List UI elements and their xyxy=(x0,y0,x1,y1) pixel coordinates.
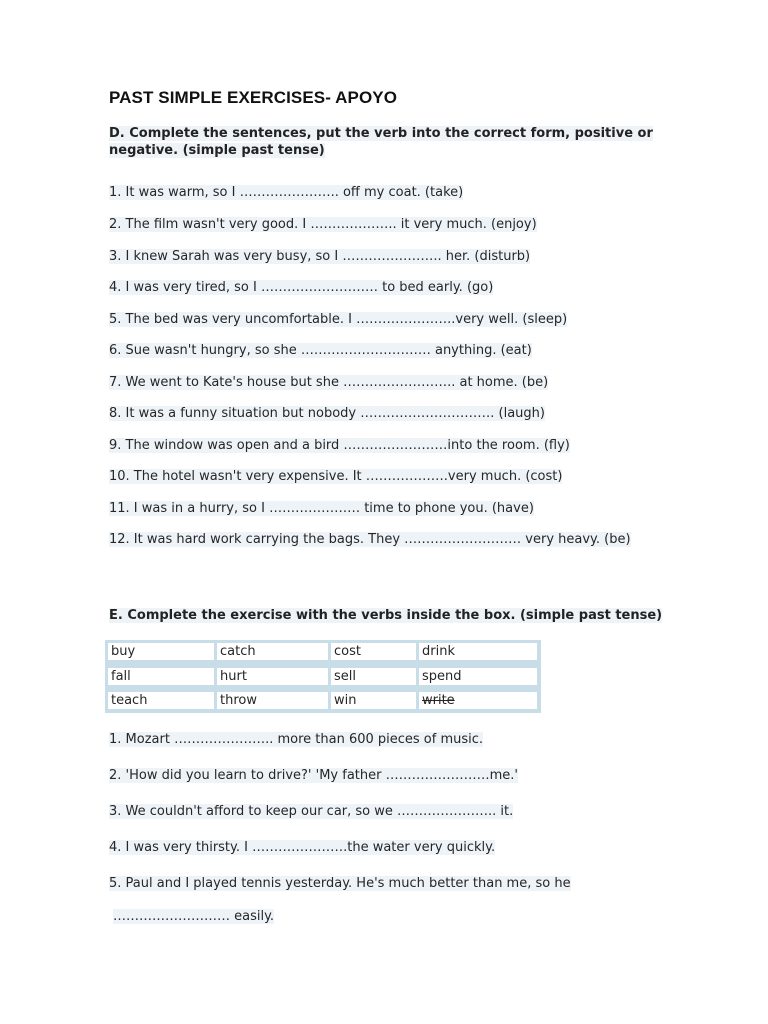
exercise-d-item-9: 9. The window was open and a bird ……………………into the room. (fly) xyxy=(109,438,570,453)
exercise-e-item-1: 1. Mozart ………………….. more than 600 pieces of music. xyxy=(109,732,484,747)
exercise-d-item-7: 7. We went to Kate's house but she …………………….. at home. (be) xyxy=(109,375,549,390)
section-e-heading: E. Complete the exercise with the verbs inside the box. (simple past tense) xyxy=(109,608,663,623)
exercise-e-item-4: 4. I was very thirsty. I ………………….the water very quickly. xyxy=(109,840,496,855)
section-d-heading xyxy=(109,125,669,159)
exercise-d-item-10: 10. The hotel wasn't very expensive. It ……………….very much. (cost) xyxy=(109,469,563,484)
exercise-d-item-3: 3. I knew Sarah was very busy, so I ………………….. her. (disturb) xyxy=(109,249,531,264)
verb-cell: catch xyxy=(217,643,328,660)
exercise-e-item-3: 3. We couldn't afford to keep our car, so we ………………….. it. xyxy=(109,804,514,819)
exercise-e-item-5: 5. Paul and I played tennis yesterday. He's much better than me, so he xyxy=(109,876,571,891)
verb-cell: drink xyxy=(419,643,537,660)
verb-cell: cost xyxy=(331,643,416,660)
exercise-d-item-2: 2. The film wasn't very good. I ……………….. it very much. (enjoy) xyxy=(109,217,537,232)
verb-cell: buy xyxy=(108,643,214,660)
verb-cell: spend xyxy=(419,668,537,685)
exercise-d-item-6: 6. Sue wasn't hungry, so she ………………………… anything. (eat) xyxy=(109,343,532,358)
exercise-d-item-8: 8. It was a funny situation but nobody …………………………. (laugh) xyxy=(109,406,545,421)
verb-cell: win xyxy=(331,692,416,709)
verb-cell: fall xyxy=(108,668,214,685)
exercise-e-item-5-continuation: ……………………… easily. xyxy=(113,909,275,924)
exercise-e-item-2: 2. 'How did you learn to drive?' 'My father ……………………me.' xyxy=(109,768,518,783)
verb-cell: hurt xyxy=(217,668,328,685)
exercise-d-item-5: 5. The bed was very uncomfortable. I …………………..very well. (sleep) xyxy=(109,312,568,327)
page-title: PAST SIMPLE EXERCISES- APOYO xyxy=(109,88,398,107)
exercise-d-item-1: 1. It was warm, so I ………………….. off my coat. (take) xyxy=(109,185,464,200)
exercise-d-item-12: 12. It was hard work carrying the bags. They ……………………… very heavy. (be) xyxy=(109,532,631,547)
verb-cell: sell xyxy=(331,668,416,685)
exercise-d-item-4: 4. I was very tired, so I ……………………… to bed early. (go) xyxy=(109,280,494,295)
verb-cell-crossed-out: write xyxy=(419,692,537,709)
verb-cell: teach xyxy=(108,692,214,709)
section-d-heading-line1: D. Complete the sentences, put the verb into the correct form, positive or xyxy=(109,126,653,141)
verb-box xyxy=(105,640,541,713)
exercise-d-item-11: 11. I was in a hurry, so I ………………… time to phone you. (have) xyxy=(109,501,534,516)
verb-cell: throw xyxy=(217,692,328,709)
section-d-heading-line2: negative. (simple past tense) xyxy=(109,143,325,158)
